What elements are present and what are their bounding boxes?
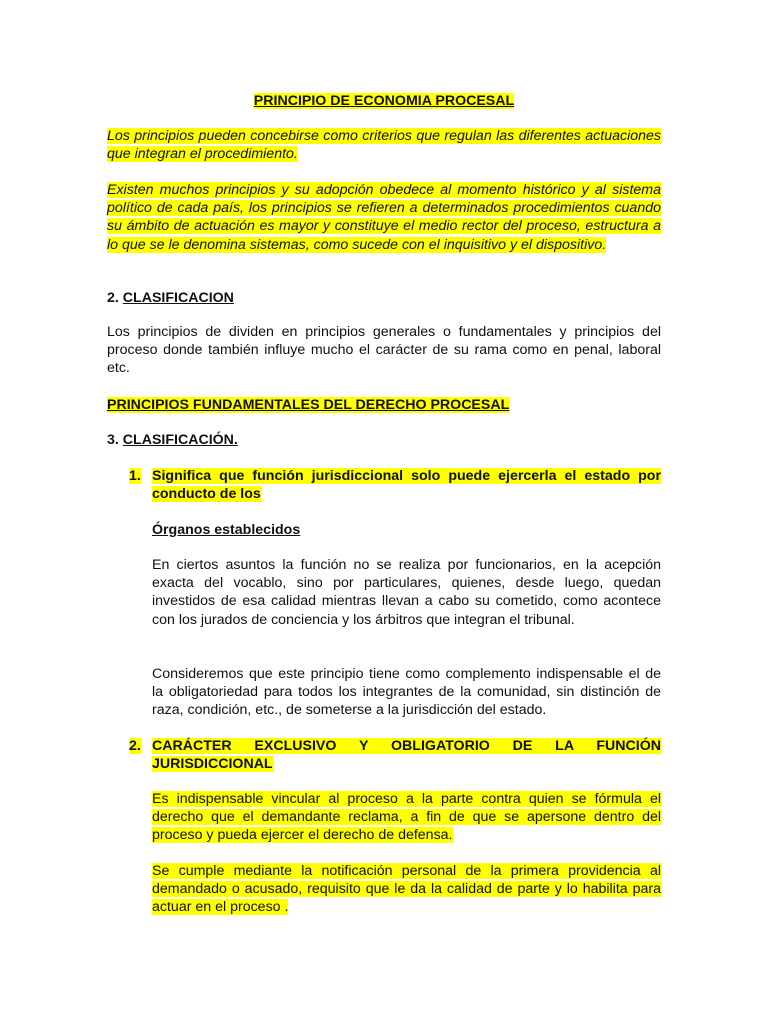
- section-2-paragraph: Los principios de dividen en principios generales o fundamentales y principios del proceso donde también influye mucho el carácter de su rama como en penal, laboral etc.: [107, 324, 661, 377]
- fundamentals-heading: PRINCIPIOS FUNDAMENTALES DEL DERECHO PROCESAL: [107, 397, 510, 413]
- list-item-1-title: Significa que función jurisdiccional solo puede ejercerla el estado por conducto de los: [152, 468, 661, 503]
- list-item-1-subheading: Órganos establecidos: [152, 522, 301, 538]
- section-3-heading: [107, 431, 661, 449]
- intro-paragraph-2: Existen muchos principios y su adopción obedece al momento histórico y al sistema político de cada país, los principios se refieren a determinados procedimientos cuando su ámbito de actuación es mayor y constituye el medio rector del proceso, estructura a lo que se le denomina sistemas, como sucede con el inquisitivo y el dispositivo.: [107, 182, 661, 253]
- document-title: PRINCIPIO DE ECONOMIA PROCESAL: [253, 93, 515, 109]
- list-item-2-title: CARÁCTER EXCLUSIVO Y OBLIGATORIO DE LA FUNCIÓN JURISDICCIONAL: [152, 738, 661, 773]
- list-item-1-number: 1.: [129, 468, 141, 484]
- section-2-heading: [107, 289, 661, 307]
- list-item-1-paragraph-1: En ciertos asuntos la función no se realiza por funcionarios, en la acepción exacta del vocablo, sino por particulares, quienes, desde luego, quedan investidos de esa calidad mientras llevan a cabo su cometido, como acontece con los jurados de conciencia y los árbitros que integran el tribunal.: [152, 557, 661, 628]
- section-2-number: 2.: [107, 290, 119, 306]
- list-item-2-paragraph-1: Es indispensable vincular al proceso a la parte contra quien se fórmula el derecho que el demandante reclama, a fin de que se apersone dentro del proceso y pueda ejercer el derecho de defensa.: [152, 791, 661, 844]
- section-3-number: 3.: [107, 432, 119, 448]
- section-2-title: CLASIFICACION: [122, 290, 234, 306]
- list-item-2-number: 2.: [129, 738, 141, 754]
- intro-paragraph-1: Los principios pueden concebirse como criterios que regulan las diferentes actuaciones que integran el procedimiento.: [107, 128, 661, 163]
- list-item-1-paragraph-2: Consideremos que este principio tiene como complemento indispensable el de la obligatoriedad para todos los integrantes de la comunidad, sin distinción de raza, condición, etc., de someterse a la jurisdicción del estado.: [152, 666, 661, 719]
- section-3-title: CLASIFICACIÓN.: [122, 432, 238, 448]
- list-item-2-paragraph-2: Se cumple mediante la notificación personal de la primera providencia al demandado o acusado, requisito que le da la calidad de parte y lo habilita para actuar en el proceso .: [152, 863, 661, 916]
